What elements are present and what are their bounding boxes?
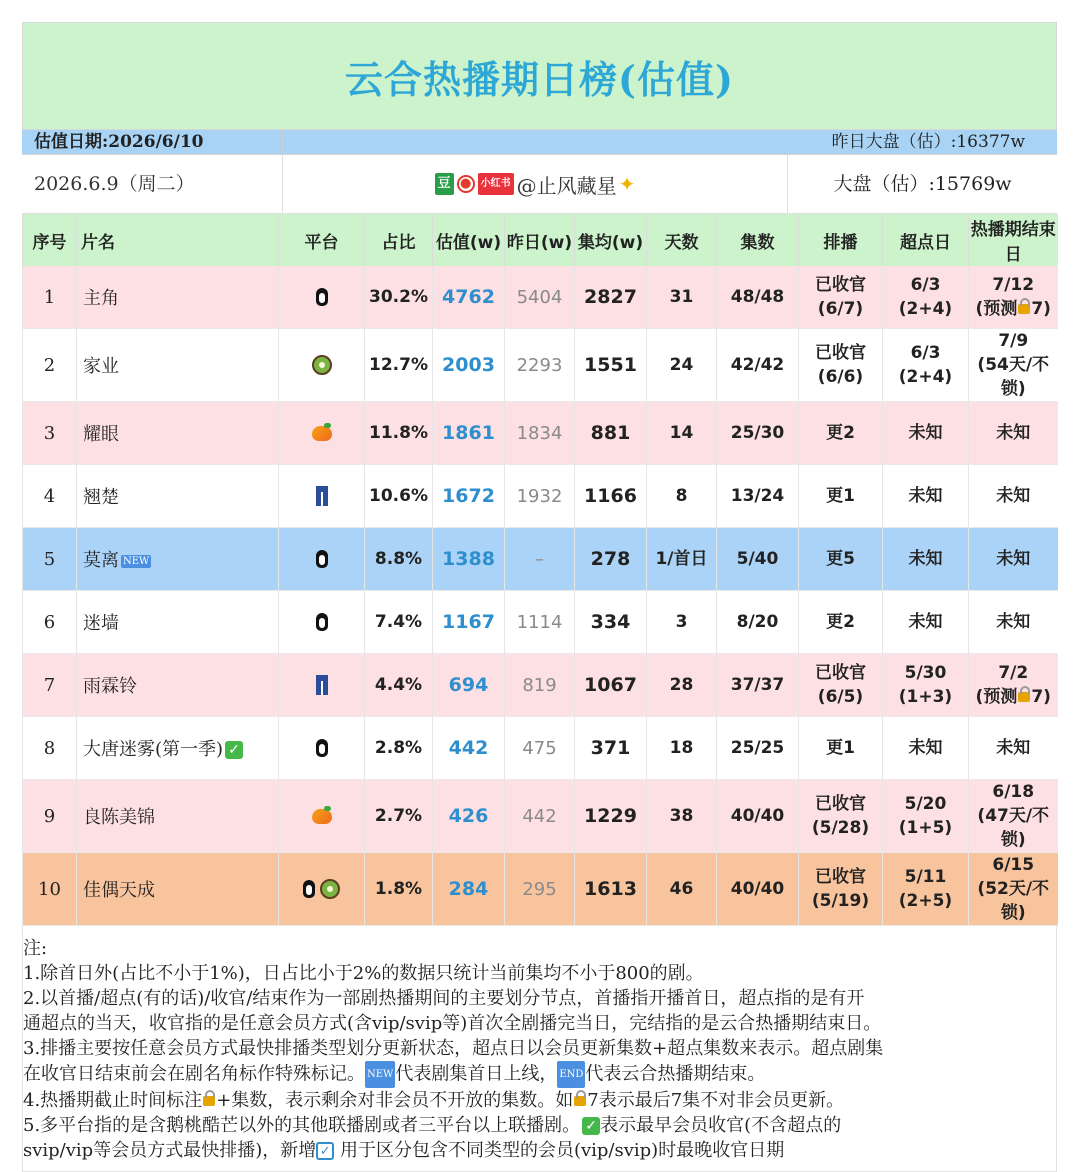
drama-title: 佳偶天成 <box>83 880 155 901</box>
weibo-logo-icon: ● <box>457 175 475 193</box>
penguin-platform-icon <box>316 613 328 631</box>
end-day-cell <box>969 402 1058 465</box>
schedule-cell <box>799 654 883 717</box>
account-handle: @止风藏星 <box>516 173 617 198</box>
note-line: 通超点的当天，收官指的是任意会员方式(含vip/svip等)首次全剧播完当日，完结指的是云合热播期结束日。 <box>23 1013 882 1034</box>
schedule-line: 更2 <box>826 423 855 443</box>
days-cell: 28 <box>647 654 717 717</box>
share-cell: 2.7% <box>365 780 433 853</box>
peak-line: 5/20 <box>904 794 947 814</box>
rank-cell: 8 <box>23 717 77 780</box>
peak-line: 6/3 <box>910 275 941 295</box>
note-text: 7表示最后7集不对非会员更新。 <box>587 1090 845 1111</box>
yesterday-cell: 475 <box>505 717 575 780</box>
title-cell <box>77 402 279 465</box>
col-header: 集均(w) <box>575 214 647 266</box>
table-row <box>23 528 1058 591</box>
check-box-icon: ✓ <box>316 1142 334 1160</box>
platform-cell <box>279 591 365 654</box>
rank-cell: 3 <box>23 402 77 465</box>
episodes-cell: 13/24 <box>717 465 799 528</box>
end-note-text: 7) <box>1031 299 1051 319</box>
episode-average-cell: 371 <box>575 717 647 780</box>
rank-cell: 2 <box>23 329 77 402</box>
table-row <box>23 853 1058 926</box>
peak-line: (1+5) <box>898 818 953 838</box>
episodes-cell: 48/48 <box>717 266 799 329</box>
schedule-line: 已收官 <box>815 867 866 887</box>
estimate-cell: 1167 <box>433 591 505 654</box>
note-line: 2.以首播/超点(有的话)/收官/结束作为一部剧热播期间的主要划分节点，首播指开播首日，超点指的是有开 <box>23 988 865 1009</box>
title-cell <box>77 780 279 853</box>
penguin-platform-icon <box>316 550 328 568</box>
episodes-cell: 8/20 <box>717 591 799 654</box>
schedule-cell <box>799 329 883 402</box>
kiwi-platform-icon <box>320 879 340 899</box>
peak-day-cell <box>883 329 969 402</box>
schedule-line: 更5 <box>826 549 855 569</box>
schedule-cell <box>799 853 883 926</box>
estimate-cell: 1388 <box>433 528 505 591</box>
table-row <box>23 465 1058 528</box>
days-cell: 3 <box>647 591 717 654</box>
title-cell <box>77 591 279 654</box>
share-cell: 11.8% <box>365 402 433 465</box>
schedule-line: (6/6) <box>817 367 864 387</box>
note-text: 5.多平台指的是含鹅桃酷芒以外的其他联播剧或者三平台以上联播剧。 <box>23 1115 581 1136</box>
share-cell: 7.4% <box>365 591 433 654</box>
platform-cell <box>279 465 365 528</box>
platform-cell <box>279 329 365 402</box>
peak-line: 5/11 <box>904 867 947 887</box>
share-cell: 1.8% <box>365 853 433 926</box>
days-cell: 24 <box>647 329 717 402</box>
schedule-cell <box>799 266 883 329</box>
peak-day-cell <box>883 654 969 717</box>
platform-cell <box>279 780 365 853</box>
table-header-row <box>23 214 1058 266</box>
title-cell <box>77 266 279 329</box>
ranking-table <box>22 214 1058 926</box>
schedule-line: (5/28) <box>811 818 870 838</box>
share-cell: 10.6% <box>365 465 433 528</box>
douban-logo-icon: 豆 <box>435 173 454 195</box>
end-line: 未知 <box>996 423 1031 443</box>
end-line: 未知 <box>996 549 1031 569</box>
table-body <box>23 266 1058 926</box>
drama-title: 主角 <box>83 288 119 309</box>
notes-heading: 注: <box>23 938 48 959</box>
peak-day-cell <box>883 528 969 591</box>
peak-day-cell <box>883 780 969 853</box>
platform-cell <box>279 266 365 329</box>
yesterday-cell: 2293 <box>505 329 575 402</box>
episode-average-cell: 2827 <box>575 266 647 329</box>
yesterday-cell: 5404 <box>505 266 575 329</box>
yesterday-total: 昨日大盘（估）:16377w <box>831 132 1025 152</box>
report-date: 2026.6.9（周二） <box>22 155 283 213</box>
episode-average-cell: 881 <box>575 402 647 465</box>
rank-cell: 5 <box>23 528 77 591</box>
days-cell: 38 <box>647 780 717 853</box>
end-note <box>969 685 1058 709</box>
end-note-text: 7) <box>1031 687 1051 707</box>
table-row <box>23 266 1058 329</box>
schedule-line: (6/7) <box>817 299 864 319</box>
drama-title: 翘楚 <box>83 487 119 508</box>
col-header: 热播期结束日 <box>969 214 1058 266</box>
table-row <box>23 654 1058 717</box>
platform-cell <box>279 402 365 465</box>
peak-day-cell <box>883 853 969 926</box>
peak-line: 未知 <box>908 549 943 569</box>
schedule-cell <box>799 528 883 591</box>
peak-line: (1+3) <box>898 687 953 707</box>
schedule-line: (6/5) <box>817 687 864 707</box>
drama-title: 雨霖铃 <box>83 676 137 697</box>
end-day-cell <box>969 591 1058 654</box>
episodes-cell: 5/40 <box>717 528 799 591</box>
platform-cell <box>279 654 365 717</box>
note-line <box>23 1138 1056 1163</box>
end-day-cell <box>969 717 1058 780</box>
drama-title: 大唐迷雾(第一季) <box>83 739 224 760</box>
title-cell <box>77 717 279 780</box>
end-line: 6/15 <box>992 855 1035 875</box>
lock-icon <box>203 1096 215 1106</box>
end-day-cell <box>969 329 1058 402</box>
check-mark-icon: ✓ <box>582 1117 600 1135</box>
share-cell: 2.8% <box>365 717 433 780</box>
end-line: 未知 <box>996 612 1031 632</box>
schedule-line: (5/19) <box>811 891 870 911</box>
end-date: 7/2 <box>998 663 1029 683</box>
yesterday-cell: 1932 <box>505 465 575 528</box>
estimate-cell: 694 <box>433 654 505 717</box>
note-line: 3.排播主要按任意会员方式最快排播类型划分更新状态，超点日以会员更新集数+超点集数来表示。超点剧集 <box>23 1038 884 1059</box>
schedule-line: 已收官 <box>815 275 866 295</box>
account-cell <box>283 155 788 213</box>
xiaohongshu-logo-icon: 小红书 <box>478 173 514 195</box>
days-cell: 31 <box>647 266 717 329</box>
rank-cell: 7 <box>23 654 77 717</box>
schedule-cell <box>799 717 883 780</box>
peak-line: (2+5) <box>898 891 953 911</box>
lock-icon <box>1018 692 1030 702</box>
estimate-cell: 284 <box>433 853 505 926</box>
rank-cell: 10 <box>23 853 77 926</box>
yesterday-cell: 1114 <box>505 591 575 654</box>
title-cell <box>77 654 279 717</box>
days-cell: 1/首日 <box>647 528 717 591</box>
episode-average-cell: 1613 <box>575 853 647 926</box>
days-cell: 14 <box>647 402 717 465</box>
peak-day-cell <box>883 465 969 528</box>
peak-line: 未知 <box>908 423 943 443</box>
end-day-cell <box>969 528 1058 591</box>
lock-icon <box>574 1096 586 1106</box>
col-header: 超点日 <box>883 214 969 266</box>
estimate-cell: 2003 <box>433 329 505 402</box>
schedule-line: 更1 <box>826 738 855 758</box>
col-header: 估值(w) <box>433 214 505 266</box>
note-text: 代表剧集首日上线， <box>395 1063 558 1085</box>
drama-title: 家业 <box>83 356 119 377</box>
days-cell: 8 <box>647 465 717 528</box>
yesterday-cell: 1834 <box>505 402 575 465</box>
penguin-platform-icon <box>316 739 328 757</box>
episode-average-cell: 1229 <box>575 780 647 853</box>
schedule-cell <box>799 402 883 465</box>
peak-line: 6/3 <box>910 343 941 363</box>
notes-section <box>22 926 1057 1172</box>
col-header: 平台 <box>279 214 365 266</box>
estimate-cell: 442 <box>433 717 505 780</box>
share-cell: 30.2% <box>365 266 433 329</box>
estimate-date: 估值日期:2026/6/10 <box>22 130 283 154</box>
end-line: (52天/不锁) <box>977 879 1050 923</box>
page-title: 云合热播期日榜(估值) <box>345 56 734 102</box>
title-bar <box>22 22 1057 130</box>
market-total: 大盘（估）:15769w <box>833 173 1012 195</box>
end-day-cell <box>969 654 1058 717</box>
episodes-cell: 40/40 <box>717 853 799 926</box>
end-line: 未知 <box>996 486 1031 506</box>
episode-average-cell: 1551 <box>575 329 647 402</box>
info-row <box>22 155 1057 214</box>
penguin-platform-icon <box>316 288 328 306</box>
platform-cell <box>279 853 365 926</box>
share-cell: 12.7% <box>365 329 433 402</box>
yesterday-cell: – <box>505 528 575 591</box>
episodes-cell: 25/25 <box>717 717 799 780</box>
episodes-cell: 37/37 <box>717 654 799 717</box>
col-header: 排播 <box>799 214 883 266</box>
yesterday-cell: 819 <box>505 654 575 717</box>
peak-line: 5/30 <box>904 663 947 683</box>
peak-line: (2+4) <box>898 367 953 387</box>
estimate-cell: 4762 <box>433 266 505 329</box>
note-text: 4.热播期截止时间标注 <box>23 1090 203 1111</box>
end-line: 7/9 <box>998 331 1029 351</box>
jeans-platform-icon <box>316 486 328 506</box>
estimate-cell: 1672 <box>433 465 505 528</box>
end-line: 6/18 <box>992 782 1035 802</box>
lock-icon <box>1018 304 1030 314</box>
share-cell: 8.8% <box>365 528 433 591</box>
end-day-cell <box>969 780 1058 853</box>
mango-platform-icon <box>312 809 332 824</box>
episodes-cell: 42/42 <box>717 329 799 402</box>
estimate-cell: 426 <box>433 780 505 853</box>
end-line: 未知 <box>996 738 1031 758</box>
schedule-line: 已收官 <box>815 794 866 814</box>
drama-title: 迷墙 <box>83 613 119 634</box>
kiwi-platform-icon <box>312 355 332 375</box>
platform-cell <box>279 717 365 780</box>
note-text: 在收官日结束前会在剧名角标作特殊标记。 <box>23 1063 365 1085</box>
penguin-platform-icon <box>303 880 315 898</box>
col-header: 占比 <box>365 214 433 266</box>
episode-average-cell: 1166 <box>575 465 647 528</box>
schedule-cell <box>799 591 883 654</box>
col-header: 集数 <box>717 214 799 266</box>
days-cell: 18 <box>647 717 717 780</box>
episode-average-cell: 278 <box>575 528 647 591</box>
check-mark-icon: ✓ <box>225 741 243 759</box>
end-date: 7/12 <box>992 275 1035 295</box>
note-line <box>23 1113 1056 1138</box>
table-row <box>23 780 1058 853</box>
title-cell <box>77 853 279 926</box>
new-badge-icon: NEW <box>123 555 150 567</box>
note-text: +集数，表示剩余对非会员不开放的集数。如 <box>216 1090 574 1111</box>
end-day-cell <box>969 266 1058 329</box>
table-row <box>23 402 1058 465</box>
end-note-text: (预测 <box>975 687 1018 707</box>
col-header: 天数 <box>647 214 717 266</box>
end-day-cell <box>969 465 1058 528</box>
peak-day-cell <box>883 591 969 654</box>
episodes-cell: 40/40 <box>717 780 799 853</box>
table-row <box>23 329 1058 402</box>
end-line: (47天/不锁) <box>977 806 1050 850</box>
col-header: 昨日(w) <box>505 214 575 266</box>
drama-title: 耀眼 <box>83 424 119 445</box>
peak-day-cell <box>883 402 969 465</box>
end-note <box>969 297 1058 321</box>
title-cell <box>77 465 279 528</box>
peak-day-cell <box>883 717 969 780</box>
end-note-text: (预测 <box>975 299 1018 319</box>
note-text: svip/vip等会员方式最快排播)，新增 <box>23 1140 317 1161</box>
note-line <box>23 1061 1056 1088</box>
new-badge-icon: NEW <box>365 1061 395 1088</box>
yesterday-cell: 442 <box>505 780 575 853</box>
platform-cell <box>279 528 365 591</box>
peak-line: 未知 <box>908 612 943 632</box>
end-badge-icon: END <box>557 1061 585 1088</box>
episode-average-cell: 1067 <box>575 654 647 717</box>
note-text: 代表云合热播期结束。 <box>585 1063 766 1085</box>
estimate-cell: 1861 <box>433 402 505 465</box>
rank-cell: 6 <box>23 591 77 654</box>
schedule-cell <box>799 780 883 853</box>
note-text: 用于区分包含不同类型的会员(vip/svip)时最晚收官日期 <box>334 1140 785 1161</box>
table-row <box>23 591 1058 654</box>
share-cell: 4.4% <box>365 654 433 717</box>
sparkles-icon: ✦ <box>618 172 636 196</box>
end-line: (54天/不锁) <box>977 355 1050 399</box>
ranking-sheet <box>22 22 1057 1172</box>
episode-average-cell: 334 <box>575 591 647 654</box>
note-line <box>23 1088 1056 1113</box>
jeans-platform-icon <box>316 675 328 695</box>
drama-title: 莫离 <box>83 550 119 571</box>
mango-platform-icon <box>312 426 332 441</box>
title-cell <box>77 329 279 402</box>
schedule-line: 更2 <box>826 612 855 632</box>
rank-cell: 9 <box>23 780 77 853</box>
peak-line: 未知 <box>908 486 943 506</box>
note-text: 表示最早会员收官(不含超点的 <box>600 1115 842 1136</box>
drama-title: 良陈美锦 <box>83 807 155 828</box>
note-line: 1.除首日外(占比不小于1%)，日占比小于2%的数据只统计当前集均不小于800的剧。 <box>23 963 704 984</box>
schedule-line: 更1 <box>826 486 855 506</box>
schedule-cell <box>799 465 883 528</box>
schedule-line: 已收官 <box>815 343 866 363</box>
episodes-cell: 25/30 <box>717 402 799 465</box>
table-row <box>23 717 1058 780</box>
end-day-cell <box>969 853 1058 926</box>
peak-line: 未知 <box>908 738 943 758</box>
peak-day-cell <box>883 266 969 329</box>
rank-cell: 4 <box>23 465 77 528</box>
rank-cell: 1 <box>23 266 77 329</box>
schedule-line: 已收官 <box>815 663 866 683</box>
days-cell: 46 <box>647 853 717 926</box>
yesterday-cell: 295 <box>505 853 575 926</box>
peak-line: (2+4) <box>898 299 953 319</box>
date-row <box>22 130 1057 155</box>
col-header: 序号 <box>23 214 77 266</box>
title-cell <box>77 528 279 591</box>
col-header: 片名 <box>77 214 279 266</box>
